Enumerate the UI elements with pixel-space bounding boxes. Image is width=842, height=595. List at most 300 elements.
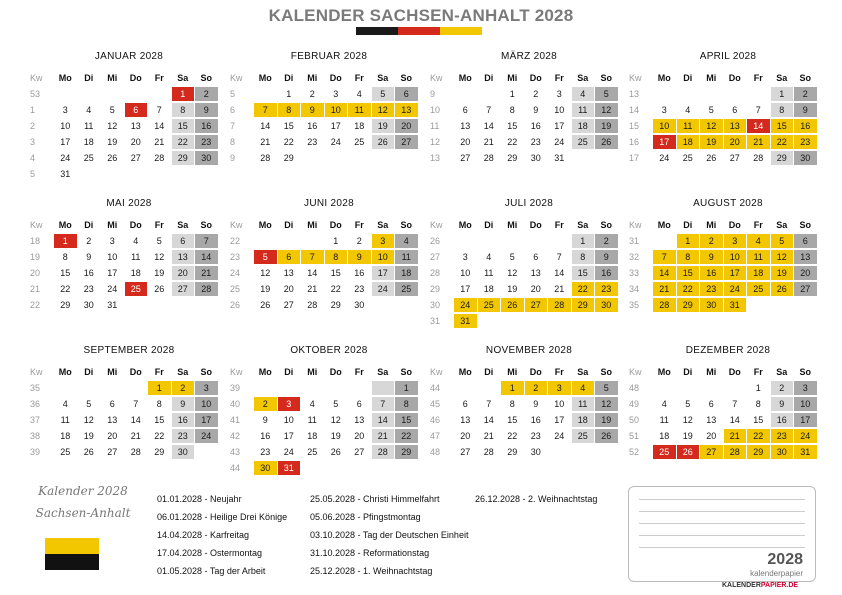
day-cell: 15 bbox=[677, 266, 700, 280]
day-cell: 8 bbox=[771, 103, 794, 117]
empty-day-cell bbox=[125, 298, 148, 312]
day-cell: 29 bbox=[60, 300, 71, 310]
weekday-header: Fr bbox=[554, 220, 564, 230]
empty-day-cell bbox=[501, 314, 524, 328]
month-title: APRIL 2028 bbox=[699, 51, 757, 62]
day-cell: 12 bbox=[595, 397, 618, 411]
day-cell: 16 bbox=[771, 413, 794, 427]
day-cell: 30 bbox=[794, 151, 817, 165]
day-cell: 19 bbox=[107, 137, 118, 147]
weekday-header: Mo bbox=[458, 220, 472, 230]
week-number: 33 bbox=[629, 268, 640, 278]
empty-day-cell bbox=[348, 461, 371, 475]
day-cell: 30 bbox=[530, 447, 541, 457]
weekday-header: Mo bbox=[657, 220, 671, 230]
day-cell: 17 bbox=[372, 266, 395, 280]
weekday-header: Di bbox=[84, 220, 94, 230]
day-cell: 3 bbox=[794, 381, 817, 395]
weekday-header: Mi bbox=[107, 73, 118, 83]
flag-red-stripe bbox=[398, 27, 440, 35]
empty-day-cell bbox=[301, 461, 324, 475]
day-cell: 21 bbox=[372, 429, 395, 443]
day-cell: 18 bbox=[572, 119, 595, 133]
empty-day-cell bbox=[572, 151, 595, 165]
day-cell: 7 bbox=[486, 399, 492, 409]
day-cell: 10 bbox=[554, 105, 565, 115]
day-cell: 14 bbox=[747, 119, 770, 133]
week-number: 1 bbox=[30, 105, 36, 115]
day-cell: 28 bbox=[260, 153, 271, 163]
day-cell: 25 bbox=[395, 282, 418, 296]
holiday-entry: 05.06.2028 - Pfingstmontag bbox=[310, 512, 421, 522]
empty-day-cell bbox=[525, 234, 548, 248]
week-number: 28 bbox=[430, 268, 441, 278]
day-cell: 24 bbox=[60, 153, 71, 163]
day-cell: 15 bbox=[507, 121, 518, 131]
day-cell: 14 bbox=[154, 121, 165, 131]
day-cell: 7 bbox=[133, 399, 139, 409]
empty-day-cell bbox=[677, 381, 700, 395]
day-cell: 20 bbox=[283, 284, 294, 294]
day-cell: 2 bbox=[356, 236, 362, 246]
week-number: 14 bbox=[629, 105, 640, 115]
week-number: 2 bbox=[30, 121, 36, 131]
holiday-entry: 14.04.2028 - Karfreitag bbox=[157, 530, 250, 540]
day-cell: 28 bbox=[307, 300, 318, 310]
day-cell: 17 bbox=[330, 121, 341, 131]
day-cell: 28 bbox=[372, 445, 395, 459]
day-cell: 14 bbox=[483, 121, 494, 131]
day-cell: 30 bbox=[700, 298, 723, 312]
day-cell: 27 bbox=[460, 447, 471, 457]
day-cell: 15 bbox=[172, 119, 195, 133]
empty-day-cell bbox=[724, 87, 747, 101]
month-block bbox=[627, 345, 815, 461]
day-cell: 12 bbox=[771, 250, 794, 264]
germany-flag-bar bbox=[356, 27, 482, 35]
day-cell: 5 bbox=[771, 234, 794, 248]
weekday-header: Do bbox=[728, 220, 741, 230]
month-title: SEPTEMBER 2028 bbox=[83, 345, 175, 356]
day-cell: 6 bbox=[732, 105, 738, 115]
weekday-header: Mi bbox=[307, 367, 318, 377]
weekday-header: Di bbox=[484, 220, 494, 230]
week-number: 25 bbox=[230, 284, 241, 294]
day-cell: 6 bbox=[395, 87, 418, 101]
day-cell: 20 bbox=[460, 137, 471, 147]
empty-day-cell bbox=[595, 445, 618, 459]
weekday-header: Mi bbox=[107, 367, 118, 377]
day-cell: 11 bbox=[307, 415, 317, 425]
day-cell: 8 bbox=[572, 250, 595, 264]
day-cell: 30 bbox=[771, 445, 794, 459]
day-cell: 21 bbox=[554, 284, 565, 294]
weekday-header: Sa bbox=[377, 73, 389, 83]
day-cell: 26 bbox=[107, 153, 118, 163]
day-cell: 19 bbox=[260, 284, 271, 294]
day-cell: 26 bbox=[677, 445, 700, 459]
day-cell: 27 bbox=[354, 447, 365, 457]
day-cell: 1 bbox=[286, 89, 292, 99]
weekday-header: Sa bbox=[577, 367, 589, 377]
weekday-header: So bbox=[799, 73, 811, 83]
month-grid bbox=[28, 365, 216, 461]
day-cell: 24 bbox=[283, 447, 294, 457]
day-cell: 20 bbox=[794, 266, 817, 280]
day-cell: 10 bbox=[460, 268, 471, 278]
empty-day-cell bbox=[254, 381, 277, 395]
weekday-header: Sa bbox=[377, 220, 389, 230]
weekday-header: So bbox=[400, 73, 412, 83]
day-cell: 15 bbox=[330, 268, 341, 278]
day-cell: 22 bbox=[283, 137, 294, 147]
empty-day-cell bbox=[254, 87, 277, 101]
week-number: 19 bbox=[30, 252, 41, 262]
day-cell: 23 bbox=[260, 447, 271, 457]
weekday-header: Sa bbox=[577, 220, 589, 230]
day-cell: 1 bbox=[501, 381, 524, 395]
day-cell: 8 bbox=[755, 399, 761, 409]
day-cell: 4 bbox=[685, 105, 691, 115]
day-cell: 26 bbox=[372, 135, 395, 149]
weekday-header: Di bbox=[84, 367, 94, 377]
day-cell: 22 bbox=[747, 429, 770, 443]
week-number: 49 bbox=[629, 399, 640, 409]
day-cell: 8 bbox=[278, 103, 301, 117]
day-cell: 7 bbox=[732, 399, 738, 409]
day-cell: 18 bbox=[747, 266, 770, 280]
kw-header: Kw bbox=[430, 73, 443, 83]
week-number: 6 bbox=[230, 105, 236, 115]
day-cell: 12 bbox=[372, 103, 395, 117]
month-block bbox=[28, 198, 216, 314]
day-cell: 22 bbox=[572, 282, 595, 296]
weekday-header: So bbox=[400, 367, 412, 377]
weekday-header: Do bbox=[329, 220, 342, 230]
day-cell: 30 bbox=[595, 298, 618, 312]
weekday-header: Fr bbox=[753, 73, 763, 83]
weekday-header: Mi bbox=[507, 367, 518, 377]
day-cell: 24 bbox=[794, 429, 817, 443]
week-number: 13 bbox=[629, 89, 640, 99]
empty-day-cell bbox=[148, 167, 171, 181]
day-cell: 12 bbox=[107, 121, 118, 131]
day-cell: 8 bbox=[509, 399, 515, 409]
week-number: 29 bbox=[430, 284, 441, 294]
day-cell: 21 bbox=[307, 284, 318, 294]
weekday-header: So bbox=[799, 220, 811, 230]
month-block bbox=[428, 51, 616, 167]
weekday-header: Do bbox=[129, 220, 142, 230]
empty-day-cell bbox=[372, 298, 395, 312]
day-cell: 21 bbox=[724, 429, 747, 443]
empty-day-cell bbox=[525, 314, 548, 328]
day-cell: 18 bbox=[677, 135, 700, 149]
weekday-header: Fr bbox=[154, 73, 164, 83]
empty-day-cell bbox=[653, 234, 676, 248]
day-cell: 11 bbox=[747, 250, 770, 264]
day-cell: 9 bbox=[172, 397, 195, 411]
empty-day-cell bbox=[747, 298, 770, 312]
day-cell: 13 bbox=[706, 415, 717, 425]
day-cell: 24 bbox=[659, 153, 670, 163]
holiday-list-1 bbox=[157, 494, 287, 584]
day-cell: 3 bbox=[333, 89, 339, 99]
day-cell: 5 bbox=[685, 399, 691, 409]
day-cell: 11 bbox=[677, 119, 700, 133]
weekday-header: So bbox=[799, 367, 811, 377]
weekday-header: Do bbox=[728, 367, 741, 377]
week-number: 15 bbox=[629, 121, 640, 131]
day-cell: 24 bbox=[195, 429, 218, 443]
day-cell: 18 bbox=[130, 268, 141, 278]
weekday-header: Do bbox=[728, 73, 741, 83]
note-line bbox=[639, 523, 805, 524]
day-cell: 11 bbox=[395, 250, 418, 264]
weekday-header: So bbox=[600, 220, 612, 230]
day-cell: 10 bbox=[653, 119, 676, 133]
notes-caption: kalenderpapier bbox=[750, 569, 803, 578]
day-cell: 24 bbox=[372, 282, 395, 296]
week-number: 20 bbox=[30, 268, 41, 278]
day-cell: 5 bbox=[156, 236, 162, 246]
page-title: KALENDER SACHSEN-ANHALT 2028 bbox=[268, 6, 574, 25]
weekday-header: Di bbox=[683, 367, 693, 377]
day-cell: 9 bbox=[348, 250, 371, 264]
week-number: 13 bbox=[430, 153, 441, 163]
weekday-header: Fr bbox=[753, 367, 763, 377]
day-cell: 2 bbox=[195, 87, 218, 101]
weekday-header: Fr bbox=[753, 220, 763, 230]
day-cell: 23 bbox=[83, 284, 94, 294]
empty-day-cell bbox=[395, 151, 418, 165]
day-cell: 14 bbox=[195, 250, 218, 264]
holiday-entry: 25.05.2028 - Christi Himmelfahrt bbox=[310, 494, 440, 504]
empty-day-cell bbox=[301, 381, 324, 395]
empty-day-cell bbox=[372, 381, 395, 395]
weekday-header: Fr bbox=[354, 367, 364, 377]
day-cell: 12 bbox=[507, 268, 518, 278]
empty-day-cell bbox=[101, 167, 124, 181]
week-number: 48 bbox=[629, 383, 640, 393]
day-cell: 23 bbox=[794, 135, 817, 149]
flag-black-stripe bbox=[356, 27, 398, 35]
empty-day-cell bbox=[172, 298, 195, 312]
week-number: 39 bbox=[30, 447, 41, 457]
day-cell: 24 bbox=[330, 137, 341, 147]
empty-day-cell bbox=[372, 151, 395, 165]
weekday-header: Fr bbox=[354, 220, 364, 230]
empty-day-cell bbox=[101, 87, 124, 101]
weekday-header: Do bbox=[529, 220, 542, 230]
month-block bbox=[627, 198, 815, 314]
week-number: 45 bbox=[430, 399, 441, 409]
empty-day-cell bbox=[348, 151, 371, 165]
month-block bbox=[627, 51, 815, 167]
week-number: 41 bbox=[230, 415, 241, 425]
day-cell: 6 bbox=[708, 399, 714, 409]
empty-day-cell bbox=[148, 87, 171, 101]
kw-header: Kw bbox=[30, 220, 43, 230]
day-cell: 5 bbox=[372, 87, 395, 101]
month-title: MAI 2028 bbox=[106, 198, 152, 209]
week-number: 10 bbox=[430, 105, 441, 115]
month-block bbox=[428, 198, 616, 330]
day-cell: 14 bbox=[130, 415, 141, 425]
day-cell: 16 bbox=[794, 119, 817, 133]
week-number: 8 bbox=[230, 137, 236, 147]
day-cell: 21 bbox=[483, 431, 494, 441]
day-cell: 12 bbox=[83, 415, 94, 425]
day-cell: 12 bbox=[260, 268, 271, 278]
day-cell: 20 bbox=[724, 135, 747, 149]
empty-day-cell bbox=[478, 314, 501, 328]
day-cell: 2 bbox=[86, 236, 92, 246]
day-cell: 4 bbox=[661, 399, 667, 409]
day-cell: 4 bbox=[356, 89, 362, 99]
day-cell: 31 bbox=[60, 169, 71, 179]
day-cell: 3 bbox=[195, 381, 218, 395]
week-number: 53 bbox=[30, 89, 41, 99]
day-cell: 20 bbox=[706, 431, 717, 441]
day-cell: 22 bbox=[172, 135, 195, 149]
empty-day-cell bbox=[478, 234, 501, 248]
day-cell: 23 bbox=[195, 135, 218, 149]
weekday-header: Sa bbox=[577, 73, 589, 83]
day-cell: 29 bbox=[747, 445, 770, 459]
day-cell: 22 bbox=[330, 284, 341, 294]
week-number: 5 bbox=[30, 169, 36, 179]
day-cell: 1 bbox=[572, 234, 595, 248]
holiday-list-2 bbox=[310, 494, 468, 584]
weekday-header: Mi bbox=[307, 73, 318, 83]
kw-header: Kw bbox=[30, 367, 43, 377]
day-cell: 23 bbox=[700, 282, 723, 296]
weekday-header: So bbox=[200, 73, 212, 83]
day-cell: 4 bbox=[133, 236, 139, 246]
day-cell: 19 bbox=[507, 284, 518, 294]
week-number: 51 bbox=[629, 431, 640, 441]
day-cell: 26 bbox=[330, 447, 341, 457]
day-cell: 20 bbox=[530, 284, 541, 294]
day-cell: 6 bbox=[462, 399, 468, 409]
day-cell: 9 bbox=[301, 103, 324, 117]
empty-day-cell bbox=[653, 381, 676, 395]
empty-day-cell bbox=[478, 381, 501, 395]
day-cell: 25 bbox=[682, 153, 693, 163]
week-number: 3 bbox=[30, 137, 36, 147]
day-cell: 10 bbox=[195, 397, 218, 411]
script-title bbox=[28, 484, 138, 520]
month-title: JULI 2028 bbox=[504, 198, 554, 209]
day-cell: 12 bbox=[154, 252, 165, 262]
day-cell: 19 bbox=[682, 431, 693, 441]
weekday-header: Mo bbox=[657, 367, 671, 377]
day-cell: 20 bbox=[460, 431, 471, 441]
empty-day-cell bbox=[395, 461, 418, 475]
day-cell: 28 bbox=[483, 153, 494, 163]
day-cell: 6 bbox=[794, 234, 817, 248]
day-cell: 4 bbox=[572, 381, 595, 395]
weekday-header: Mo bbox=[258, 367, 272, 377]
day-cell: 8 bbox=[62, 252, 68, 262]
day-cell: 31 bbox=[278, 461, 301, 475]
day-cell: 27 bbox=[460, 153, 471, 163]
day-cell: 22 bbox=[154, 431, 165, 441]
weekday-header: Di bbox=[284, 220, 294, 230]
holiday-entry: 25.12.2028 - 1. Weihnachtstag bbox=[310, 566, 433, 576]
day-cell: 19 bbox=[330, 431, 341, 441]
weekday-header: So bbox=[600, 73, 612, 83]
day-cell: 23 bbox=[530, 137, 541, 147]
day-cell: 13 bbox=[395, 103, 418, 117]
day-cell: 29 bbox=[507, 447, 518, 457]
weekday-header: Di bbox=[484, 367, 494, 377]
weekday-header: Do bbox=[329, 73, 342, 83]
day-cell: 23 bbox=[595, 282, 618, 296]
day-cell: 2 bbox=[771, 381, 794, 395]
week-number: 50 bbox=[629, 415, 640, 425]
empty-day-cell bbox=[700, 87, 723, 101]
month-title: DEZEMBER 2028 bbox=[685, 345, 771, 356]
day-cell: 5 bbox=[509, 252, 515, 262]
week-number: 48 bbox=[430, 447, 441, 457]
weekday-header: Mi bbox=[706, 220, 717, 230]
day-cell: 20 bbox=[107, 431, 118, 441]
weekday-header: Sa bbox=[177, 73, 189, 83]
kw-header: Kw bbox=[629, 220, 642, 230]
day-cell: 3 bbox=[724, 234, 747, 248]
holiday-entry: 03.10.2028 - Tag der Deutschen Einheit bbox=[310, 530, 469, 540]
empty-day-cell bbox=[325, 461, 348, 475]
day-cell: 22 bbox=[507, 431, 518, 441]
empty-day-cell bbox=[325, 381, 348, 395]
day-cell: 22 bbox=[771, 135, 794, 149]
day-cell: 6 bbox=[356, 399, 362, 409]
day-cell: 17 bbox=[794, 413, 817, 427]
empty-day-cell bbox=[325, 151, 348, 165]
day-cell: 18 bbox=[395, 266, 418, 280]
day-cell: 17 bbox=[724, 266, 747, 280]
weekday-header: Di bbox=[484, 73, 494, 83]
week-number: 22 bbox=[230, 236, 241, 246]
week-number: 17 bbox=[629, 153, 640, 163]
week-number: 26 bbox=[430, 236, 441, 246]
empty-day-cell bbox=[548, 234, 571, 248]
flag-yellow-stripe bbox=[45, 538, 99, 554]
day-cell: 20 bbox=[130, 137, 141, 147]
brand-logo bbox=[722, 582, 798, 589]
day-cell: 13 bbox=[172, 250, 195, 264]
month-title: NOVEMBER 2028 bbox=[485, 345, 573, 356]
day-cell: 16 bbox=[595, 266, 618, 280]
weekday-header: Fr bbox=[154, 367, 164, 377]
day-cell: 18 bbox=[83, 137, 94, 147]
month-grid bbox=[228, 365, 416, 477]
day-cell: 15 bbox=[154, 415, 165, 425]
day-cell: 24 bbox=[554, 431, 565, 441]
week-number: 7 bbox=[230, 121, 236, 131]
weekday-header: Mi bbox=[307, 220, 318, 230]
day-cell: 31 bbox=[554, 153, 565, 163]
day-cell: 26 bbox=[706, 153, 717, 163]
day-cell: 27 bbox=[283, 300, 294, 310]
day-cell: 30 bbox=[83, 300, 94, 310]
day-cell: 13 bbox=[530, 268, 541, 278]
empty-day-cell bbox=[653, 87, 676, 101]
day-cell: 10 bbox=[325, 103, 348, 117]
day-cell: 28 bbox=[195, 282, 218, 296]
